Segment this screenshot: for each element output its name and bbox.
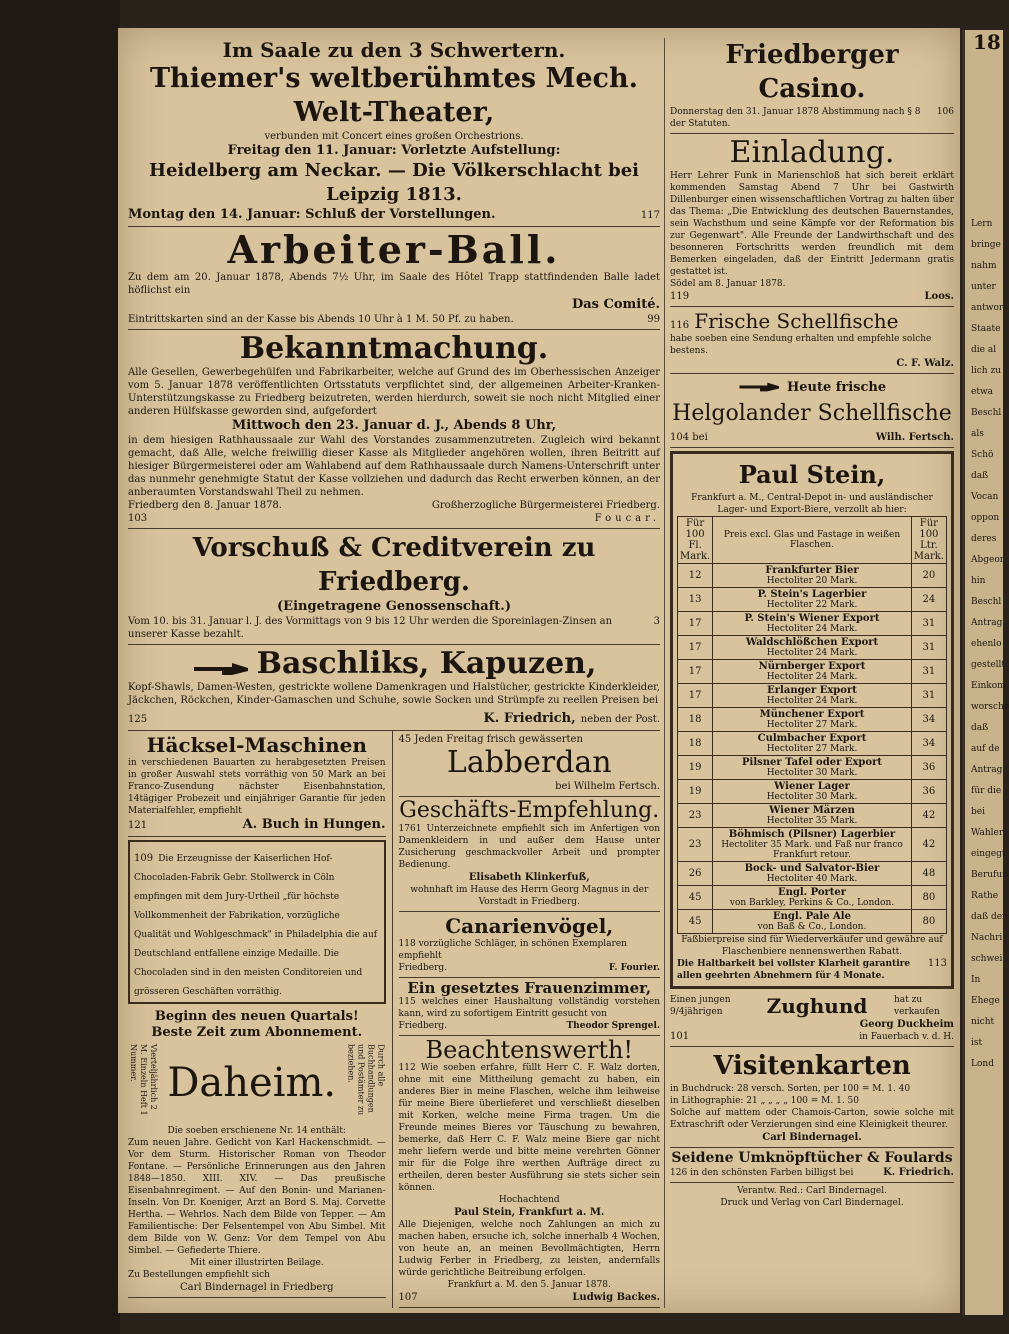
adjacent-page-line: eingegt: [971, 849, 1006, 859]
book-spine: [0, 0, 120, 1334]
adjacent-page-line: Rathe: [971, 891, 999, 901]
beer-row: [678, 861, 947, 885]
ad-stein-sub: Frankfurt a. M., Central-Depot in- und ausländischer Lager- und Export-Biere, verzollt ab hier:: [691, 492, 933, 515]
ad-schwertern-line1: Im Saale zu den 3 Schwertern.: [222, 38, 566, 62]
beer-description: [713, 803, 912, 827]
beer-hectoliter-price: Hectoliter 24 Mark.: [766, 671, 858, 682]
ad-bekannt-signer: Foucar.: [594, 513, 660, 524]
beer-hectoliter-price: Hectoliter 30 Mark.: [766, 791, 858, 802]
ad-number: 104: [670, 431, 690, 443]
ad-einladung-place: Södel am 8. Januar 1878.: [670, 279, 786, 289]
adjacent-page-line: die al: [971, 345, 997, 355]
beer-description: [713, 707, 912, 731]
beer-name: Münchener Export: [759, 708, 865, 720]
ad-daheim-line2: Beste Zeit zum Abonnement.: [151, 1025, 363, 1040]
beer-name: Culmbacher Export: [757, 732, 867, 744]
ad-baschliks-text: Kopf-Shawls, Damen-Westen, gestrickte wollene Damenkragen und Halstücher, gestrickte Kinderkleider, Jäckchen, Röckchen, Kinder-Gamaschen und Schuhe, sowie Socken und Strümpfe zu reellen Preisen bei: [128, 682, 660, 706]
beer-hectoliter-price: Hectoliter 24 Mark.: [766, 695, 858, 706]
beer-price-bottles: 17: [678, 635, 713, 659]
beer-row: [678, 659, 947, 683]
adjacent-page-line: als: [971, 429, 984, 439]
beer-row: [678, 635, 947, 659]
beer-price-bottles: 17: [678, 683, 713, 707]
ad-beachten-title: Beachtenswerth!: [425, 1036, 634, 1064]
beer-row: [678, 683, 947, 707]
ad-bekannt-text1: Alle Gesellen, Gewerbegehülfen und Fabrikarbeiter, welche auf Grund des im Oberhessischen Anzeiger vom 5. Januar 1878 veröffentlichten Ortsstatuts verpflichtet sind, der allgemeinen Arbeiter-Kranken-Unterstützungskasse zu Friedberg beizutreten, werden hierdurch, soweit sie noch nicht Mitglied einer anderen Hülfskasse geworden sind, aufgefordert: [128, 367, 660, 417]
ad-casino: [670, 36, 954, 134]
ad-number: 1761: [398, 824, 422, 834]
beer-description: [713, 731, 912, 755]
beer-row: [678, 587, 947, 611]
ad-canarien-place: Friedberg.: [398, 963, 448, 973]
beer-description: [713, 779, 912, 803]
ad-geschaeft-title: Geschäfts-Empfehlung.: [399, 798, 660, 823]
beer-price-liters: 31: [911, 611, 946, 635]
ad-seide-title: Seidene Umknöpftücher & Foulards: [671, 1149, 953, 1166]
ad-number: 109: [134, 853, 154, 864]
ad-beachten-regards: Hochachtend: [498, 1195, 560, 1205]
ad-number: 106: [936, 107, 954, 117]
ad-frauenzimmer: [399, 978, 660, 1036]
adjacent-page-line: bringe: [971, 240, 1001, 250]
beer-hectoliter-price: Hectoliter 20 Mark.: [766, 575, 858, 586]
ad-stollwerck-text: Die Erzeugnisse der Kaiserlichen Hof-Chocoladen-Fabrik Gebr. Stollwerck in Cöln empfingen mit dem Jury-Urtheil „für höchste Vollkommenheit der Fabrikation, vorzügliche Qualität und Wohlgeschmack" in Philadelphia die auf Deutschland entfallene einzige Medaille. Die Chocoladen sind in den meisten Conditoreien und grösseren Geschäften vorräthig.: [134, 854, 378, 997]
subcolumn-right: [393, 731, 660, 1308]
ad-number: 119: [670, 291, 690, 302]
adjacent-page-line: schwei: [971, 954, 1003, 964]
ad-number: 126: [670, 1167, 688, 1178]
ad-arbeiter-title: Arbeiter-Ball.: [227, 227, 561, 272]
beer-hectoliter-price: Hectoliter 27 Mark.: [766, 719, 858, 730]
beer-description: [713, 827, 912, 861]
ad-zughund-seller: Georg Duckheim: [859, 1018, 954, 1030]
ad-number: 112: [398, 1063, 416, 1073]
ad-stein-foot1: Faßbierpreise sind für Wiederverkäufer und gewähre auf Flaschenbiere nennenswerthen Rabatt.: [681, 934, 943, 957]
right-column: [670, 36, 954, 1209]
beer-description: [713, 885, 912, 909]
ad-bekannt-text2: in dem hiesigen Rathhaussaale zur Wahl des Vorstandes zusammenzutreten. Zugleich wird bekannt gemacht, daß Alle, welche freiwillig dieser Kasse als Mitglieder angehören wollen, ihren Beitritt auf hiesiger Bürgermeisterei oder am Wahlabend auf dem Rathhaussaale durch Namens-Unterschrift unter das nunmehr genehmigte Statut der Kasse vollziehen und dadurch das Recht erwerben können, an der anberaumten Vorstandswahl Theil zu nehmen.: [128, 435, 660, 498]
ad-daheim-extra: Mit einer illustrirten Beilage.: [189, 1258, 324, 1268]
adjacent-page-line: Schö: [971, 450, 994, 460]
ad-daheim: [128, 1007, 386, 1298]
ad-einladung: [670, 134, 954, 307]
ad-haeckel-title: Häcksel-Maschinen: [146, 733, 367, 757]
ad-number: 115: [398, 997, 416, 1007]
beer-price-liters: 36: [911, 779, 946, 803]
ad-geschaeft-addr: wohnhaft im Hause des Herrn Georg Magnus in der Vorstadt in Friedberg.: [410, 885, 649, 907]
pointing-hand-icon: [738, 377, 782, 397]
beer-price-liters: 31: [911, 635, 946, 659]
ad-visit-title: Visitenkarten: [713, 1050, 911, 1081]
imprint-publisher: Druck und Verlag von Carl Bindernagel.: [720, 1197, 904, 1208]
ad-geschaeft-name: Elisabeth Klinkerfuß,: [468, 872, 590, 883]
beer-price-bottles: 19: [678, 779, 713, 803]
beer-description: [713, 587, 912, 611]
adjacent-page-line: daß: [971, 723, 989, 733]
adjacent-page-line: bei: [971, 807, 985, 817]
beer-description: [713, 861, 912, 885]
ad-bekannt-authority: Großherzogliche Bürgermeisterei Friedberg.: [431, 500, 660, 511]
ad-visit-l1: in Buchdruck: 28 versch. Sorten, per 100 = M. 1. 40: [670, 1083, 911, 1094]
beer-price-table: [677, 516, 947, 934]
adjacent-page-line: Antrag: [971, 618, 1003, 628]
beer-description: [713, 611, 912, 635]
ad-schwertern-headline: Thiemer's weltberühmtes Mech. Welt-Theater,: [149, 63, 639, 128]
beer-price-liters: 34: [911, 707, 946, 731]
ad-einladung-title: Einladung.: [729, 135, 895, 170]
beer-hectoliter-price: Hectoliter 27 Mark.: [766, 743, 858, 754]
adjacent-page-line: ist: [971, 1038, 983, 1048]
beer-name: Engl. Porter: [777, 886, 847, 898]
ad-helgolander: [670, 374, 954, 448]
ad-bekannt-place: Friedberg den 8. Januar 1878.: [128, 500, 282, 511]
ad-schwertern-line3: verbunden mit Concert eines großen Orchestrions.: [264, 131, 524, 142]
ad-canarien-seller: F. Fourier.: [608, 963, 660, 973]
beer-name: Waldschlößchen Export: [745, 636, 879, 648]
beer-hectoliter-price: Hectoliter 35 Mark.: [766, 815, 858, 826]
ad-number: 118: [398, 939, 416, 949]
adjacent-page-line: Lern: [971, 219, 993, 229]
adjacent-page-line: auf de: [971, 744, 1000, 754]
beer-price-liters: 42: [911, 827, 946, 861]
adjacent-page-line: lich zu: [971, 366, 1001, 376]
beer-price-liters: 34: [911, 731, 946, 755]
beer-row: [678, 731, 947, 755]
beer-header-left: Für 100 Fl.: [685, 517, 705, 551]
pointing-hand-icon: [192, 659, 252, 679]
adjacent-page-line: für die: [971, 786, 1002, 796]
ad-bekanntmachung: [128, 330, 660, 529]
beer-hectoliter-price: Hectoliter 30 Mark.: [766, 767, 858, 778]
ad-frauen-place: Friedberg.: [398, 1021, 448, 1031]
beer-price-bottles: 13: [678, 587, 713, 611]
beer-name: Nürnberger Export: [758, 660, 866, 672]
beer-header-right: Für 100 Ltr.: [919, 517, 939, 551]
ad-visit-l3: Solche auf mattem oder Chamois-Carton, sowie solche mit Extraschrift oder Verzierungen sind eine Kleinigkeit theurer.: [670, 1107, 954, 1130]
beer-price-bottles: 12: [678, 563, 713, 587]
ad-seide: [670, 1148, 954, 1183]
beer-row: [678, 611, 947, 635]
ad-daheim-text: Zum neuen Jahre. Gedicht von Karl Hackenschmidt. — Vor dem Sturm. Historischer Roman von Theodor Fontane. — Persönliche Erinnerungen aus den Jahren 1848—1850. XIII. XIV. — Das preußische Eisenbahnregiment. — Auf den Bonin- und Marianen-Inseln. Von Dr. Koeniger, Arzt an Bord S. Maj. Corvette Hertha. — Wehrlos. Nach dem Bilde von Tepper. — Am Familientische: Der Felsentempel von Abu Simbel. Mit dem Bilde von W. Genz: Vor dem Tempel von Abu Simbel. — Gefiederte Thiere.: [128, 1138, 386, 1256]
ad-helgo-title: Helgolander Schellfische: [672, 400, 952, 426]
ad-vorschuss-sub: (Eingetragene Genossenschaft.): [277, 599, 511, 614]
beer-price-liters: 80: [911, 885, 946, 909]
ad-paul-stein: [670, 451, 954, 989]
beer-row: [678, 755, 947, 779]
ad-frauen-title: Ein gesetztes Frauenzimmer,: [407, 979, 652, 997]
beer-table-header: [678, 516, 947, 563]
ad-geschaeft: [399, 797, 660, 912]
ad-seide-seller: K. Friedrich.: [883, 1166, 954, 1178]
beer-price-bottles: 17: [678, 611, 713, 635]
ad-geschaeft-text: Unterzeichnete empfiehlt sich im Anfertigen von Damenkleidern in und außer dem Hause unter Zusicherung geschmackvoller Arbeit und prompter Bedienung.: [398, 824, 660, 870]
ad-arbeiter-ball: [128, 227, 660, 330]
beer-price-liters: 80: [911, 909, 946, 933]
beer-description: [713, 563, 912, 587]
ad-labberdan-pre: Jeden Freitag frisch gewässerten: [414, 734, 583, 745]
ad-casino-text: Donnerstag den 31. Januar 1878 Abstimmung nach § 8 der Statuten.: [670, 107, 921, 129]
ad-number: 117: [640, 210, 660, 221]
imprint-editor: Verantw. Red.: Carl Bindernagel.: [736, 1185, 888, 1196]
beer-description: [713, 755, 912, 779]
beer-name: P. Stein's Wiener Export: [744, 612, 880, 624]
ad-frauen-seller: Theodor Sprengel.: [566, 1021, 660, 1031]
ad-bekannt-title: Bekanntmachung.: [239, 331, 549, 366]
beer-price-bottles: 17: [678, 659, 713, 683]
adjacent-page-line: Abgeor: [971, 555, 1005, 565]
beer-price-bottles: 18: [678, 707, 713, 731]
adjacent-page-number: 18: [973, 30, 1001, 54]
beer-header-mark-left: Mark.: [680, 550, 711, 562]
beer-description: [713, 909, 912, 933]
beer-row: [678, 827, 947, 861]
adjacent-page-line: Antrag: [971, 765, 1003, 775]
adjacent-page-line: Lond: [971, 1059, 994, 1069]
ad-zughund-title: Zughund: [766, 993, 868, 1018]
ad-zughund: [670, 992, 954, 1047]
beer-description: [713, 659, 912, 683]
ad-schell-seller: C. F. Walz.: [896, 358, 954, 369]
adjacent-page-line: gestellt: [971, 660, 1006, 670]
ad-visitenkarten: [670, 1047, 954, 1148]
beer-description: [713, 683, 912, 707]
column-rule: [664, 38, 665, 1308]
beer-price-liters: 31: [911, 683, 946, 707]
beer-price-bottles: 23: [678, 803, 713, 827]
ad-haeckel-text: in verschiedenen Bauarten zu herabgesetzten Preisen in großer Auswahl stets vorräthig von 50 Mark an bei Franco-Zusendung nächster Eisenbahnstation, 14tägiger Probezeit und einjähriger Garantie für jeden Materialfehler, empfiehlt: [128, 758, 386, 816]
ad-number: 116: [670, 320, 690, 331]
ad-baschliks: [128, 645, 660, 731]
beer-price-liters: 24: [911, 587, 946, 611]
beer-hectoliter-price: Hectoliter 35 Mark. und Faß nur franco Frankfurt retour.: [721, 839, 903, 860]
ad-number: 99: [647, 314, 660, 325]
ad-helgo-pre: Heute frische: [786, 380, 887, 395]
ad-number: 45: [398, 734, 412, 745]
beer-name: Engl. Pale Ale: [773, 910, 851, 922]
ad-labberdan: [399, 731, 660, 797]
ad-daheim-right-vertical: Durch alle Buchhandlungen und Postämter zu beziehen.: [346, 1044, 386, 1116]
beer-name: Pilsner Tafel oder Export: [742, 756, 882, 768]
ad-zughund-right: hat zu verkaufen: [893, 994, 940, 1017]
beer-price-liters: 36: [911, 755, 946, 779]
adjacent-page-line: Vocan: [971, 492, 999, 502]
ad-zughund-addr: in Fauerbach v. d. H.: [859, 1031, 954, 1042]
adjacent-page-line: Einkom: [971, 681, 1006, 691]
ad-stein-foot2: Die Haltbarkeit bei vollster Klarheit garantire allen geehrten Abnehmern für 4 Monate.: [677, 958, 911, 981]
ad-beachten-signer: Paul Stein, Frankfurt a. M.: [454, 1207, 605, 1218]
beer-header-mark-right: Mark.: [913, 550, 944, 562]
adjacent-page-line: worsche: [971, 702, 1009, 712]
ad-schellfische: [670, 307, 954, 374]
beer-price-bottles: 45: [678, 909, 713, 933]
adjacent-page-line: nahm: [971, 261, 997, 271]
ad-number: 113: [927, 957, 947, 969]
ad-number: 103: [128, 513, 148, 524]
beer-hectoliter-price: Hectoliter 24 Mark.: [766, 647, 858, 658]
ad-daheim-seller: Carl Bindernagel in Friedberg: [180, 1282, 334, 1293]
adjacent-page-line: daß der: [971, 912, 1007, 922]
beer-description: [713, 635, 912, 659]
beer-row: [678, 779, 947, 803]
adjacent-page-line: Berufun: [971, 870, 1008, 880]
beer-name: Frankfurter Bier: [765, 564, 859, 576]
beer-row: [678, 707, 947, 731]
ad-labberdan-seller: bei Wilhelm Fertsch.: [555, 781, 660, 792]
subcolumn-left: [128, 731, 393, 1308]
beer-hectoliter-price: Hectoliter 24 Mark.: [766, 623, 858, 634]
adjacent-page-line: Nachri: [971, 933, 1003, 943]
ad-schell-title: Frische Schellfische: [694, 309, 899, 333]
beer-name: Wiener Lager: [774, 780, 850, 792]
ad-arbeiter-text2: Eintrittskarten sind an der Kasse bis Abends 10 Uhr à 1 M. 50 Pf. zu haben.: [128, 314, 514, 325]
ad-number: 3: [653, 616, 660, 627]
beer-hectoliter-price: von Barkley, Perkins & Co., London.: [729, 897, 895, 908]
ad-visit-l2: in Lithographie: 21 „ „ „ „ 100 = M. 1. 50: [670, 1095, 859, 1106]
ad-helgo-seller: Wilh. Fertsch.: [875, 431, 954, 443]
ad-einladung-signer: Loos.: [924, 291, 954, 302]
ad-visit-seller: Carl Bindernagel.: [762, 1131, 862, 1143]
adjacent-page-line: Staate: [971, 324, 1001, 334]
beer-row: [678, 885, 947, 909]
ad-daheim-left-vertical: Vierteljährlich 2 M. Einzeln Heft 1 Nummer.: [129, 1044, 158, 1116]
ad-baschliks-seller: K. Friedrich,: [483, 711, 576, 726]
ad-haeckel: [128, 731, 386, 837]
ad-baschliks-title: Baschliks, Kapuzen,: [256, 646, 597, 681]
beer-name: P. Stein's Lagerbier: [757, 588, 867, 600]
ad-vorschuss: [128, 529, 660, 645]
beer-header-mid: Preis excl. Glas und Fastage in weißen Flaschen.: [713, 516, 912, 563]
ad-einladung-text: Herr Lehrer Funk in Marienschloß hat sich bereit erklärt kommenden Samstag Abend 7 Uhr bei Gastwirth Dillenburger einen wissenschaftlichen Vortrag zu halten über das Thema: „Die Entwicklung des deutschen Bauernstandes, sein Wachsthum und seine Kämpfe vor der Reformation bis zur Gegenwart". Alle Freunde der Landwirthschaft und des besonneren Fortschritts werden freundlich mit dem Bemerken eingeladen, daß der Eintritt Jedermann gratis gestattet ist.: [670, 171, 954, 277]
beer-row: [678, 803, 947, 827]
ad-canarien-text: vorzügliche Schläger, in schönen Exemplaren empfiehlt: [398, 939, 627, 961]
adjacent-page-line: Ehege: [971, 996, 1000, 1006]
beer-price-bottles: 45: [678, 885, 713, 909]
ad-beachten-seller: Ludwig Backes.: [572, 1292, 660, 1303]
ad-beachtenswerth: [399, 1036, 660, 1308]
ad-schell-text: habe soeben eine Sendung erhalten und empfehle solche bestens.: [670, 334, 932, 356]
ad-number: 121: [128, 820, 148, 831]
beer-hectoliter-price: von Baß & Co., London.: [757, 921, 867, 932]
imprint: [670, 1183, 954, 1209]
adjacent-page-line: ehenlo: [971, 639, 1002, 649]
adjacent-page-line: Beschl: [971, 597, 1002, 607]
ad-frauen-text: welches einer Haushaltung vollständig vorstehen kann, wird zu sofortigem Eintritt gesucht von: [398, 997, 660, 1019]
ad-beachten-text2: Alle Diejenigen, welche noch Zahlungen an mich zu machen haben, ersuche ich, solche innerhalb 4 Wochen, von heute an, an meinen Bevollmächtigten, Herrn Ludwig Ferber in Friedberg, zu leisten, andernfalls würde gerichtliche Beitreibung erfolgen.: [398, 1220, 660, 1278]
ad-daheim-orders: Zu Bestellungen empfiehlt sich: [128, 1270, 270, 1280]
beer-name: Wiener Märzen: [769, 804, 855, 816]
adjacent-page-line: nicht: [971, 1017, 995, 1027]
ad-stollwerck: [128, 840, 386, 1004]
adjacent-page-edge: [962, 30, 1009, 1315]
beer-price-bottles: 26: [678, 861, 713, 885]
ad-schwertern-line6: Montag den 14. Januar: Schluß der Vorstellungen.: [128, 207, 496, 222]
adjacent-page-line: oppon: [971, 513, 1000, 523]
adjacent-page-text: [965, 214, 1009, 1075]
adjacent-page-line: unter: [971, 282, 996, 292]
adjacent-page-line: antwor: [971, 303, 1004, 313]
ad-number: 101: [670, 1030, 690, 1042]
ad-vorschuss-text: Vom 10. bis 31. Januar l. J. des Vormittags von 9 bis 12 Uhr werden die Sporeinlagen-Zinsen an unserer Kasse bezahlt.: [128, 616, 613, 640]
beer-row: [678, 909, 947, 933]
beer-price-bottles: 18: [678, 731, 713, 755]
adjacent-page-line: hin: [971, 576, 986, 586]
ad-number: 125: [128, 714, 148, 725]
ad-schwertern-line5: Heidelberg am Neckar. — Die Völkerschlacht bei Leipzig 1813.: [148, 160, 640, 205]
adjacent-page-line: In: [971, 975, 981, 985]
ad-schwertern: [128, 36, 660, 227]
ad-beachten-place: Frankfurt a. M. den 5. Januar 1878.: [447, 1280, 611, 1290]
ad-vorschuss-title: Vorschuß & Creditverein zu Friedberg.: [192, 533, 596, 597]
ad-daheim-intro: Die soeben erschienene Nr. 14 enthält:: [167, 1126, 346, 1136]
beer-name: Böhmisch (Pilsner) Lagerbier: [728, 828, 896, 840]
beer-price-liters: 20: [911, 563, 946, 587]
adjacent-page-line: Wahler: [971, 828, 1004, 838]
adjacent-page-line: etwa: [971, 387, 994, 397]
newspaper-page: [118, 28, 960, 1313]
ad-schwertern-line4: Freitag den 11. Januar: Vorletzte Aufstellung:: [227, 143, 561, 158]
ad-zughund-left: Einen jungen 9/4jährigen: [670, 994, 731, 1017]
left-column: [128, 36, 660, 1308]
ad-helgo-bei: bei: [692, 431, 708, 443]
ad-canarien: [399, 912, 660, 978]
adjacent-page-line: deres: [971, 534, 997, 544]
ad-labberdan-title: Labberdan: [446, 745, 612, 780]
beer-price-liters: 48: [911, 861, 946, 885]
ad-bekannt-date: Mittwoch den 23. Januar d. J., Abends 8 Uhr,: [231, 418, 557, 433]
ad-daheim-line1: Beginn des neuen Quartals!: [154, 1009, 359, 1024]
ad-baschliks-seller-suffix: neben der Post.: [580, 714, 660, 725]
beer-price-liters: 42: [911, 803, 946, 827]
beer-price-liters: 31: [911, 659, 946, 683]
beer-row: [678, 563, 947, 587]
ad-arbeiter-sign: Das Comité.: [571, 297, 660, 312]
adjacent-page-line: Beschl: [971, 408, 1002, 418]
ad-daheim-title: Daheim.: [167, 1060, 337, 1106]
beer-price-bottles: 19: [678, 755, 713, 779]
ad-stein-title: Paul Stein,: [738, 459, 886, 489]
adjacent-page-line: daß: [971, 471, 989, 481]
beer-name: Bock- und Salvator-Bier: [744, 862, 880, 874]
beer-hectoliter-price: Hectoliter 22 Mark.: [766, 599, 858, 610]
ad-number: 107: [398, 1292, 418, 1303]
ad-haeckel-seller: A. Buch in Hungen.: [242, 817, 386, 832]
beer-price-bottles: 23: [678, 827, 713, 861]
ad-seide-text: in den schönsten Farben billigst bei: [690, 1167, 854, 1178]
ad-casino-title: Friedberger Casino.: [725, 40, 899, 104]
beer-hectoliter-price: Hectoliter 40 Mark.: [766, 873, 858, 884]
ad-arbeiter-text: Zu dem am 20. Januar 1878, Abends 7½ Uhr, im Saale des Hôtel Trapp stattfindenden Balle ladet höflichst ein: [128, 272, 660, 296]
ad-beachten-text: Wie soeben erfahre, füllt Herr C. F. Walz dorten, ohne mit eine Mittheilung gemacht zu haben, ein anderes Bier in meine Flaschen, welche ihm leihweise für meine Biere überlieferet und verschließt dieselben mit Korken, welche meine Firma tragen. Um die Freunde meines Bieres vor Täuschung zu bewahren, bemerke, daß Herr C. F. Walz meine Biere gar nicht mehr liefern werde und bitte meine verehrten Gönner mir für die Folge ihre werthen Aufträge direct zu ertheilen, deren bester Ausführung sie stets sicher sein können.: [398, 1063, 660, 1193]
ad-canarien-title: Canarienvögel,: [445, 914, 614, 938]
beer-name: Erlanger Export: [767, 684, 857, 696]
